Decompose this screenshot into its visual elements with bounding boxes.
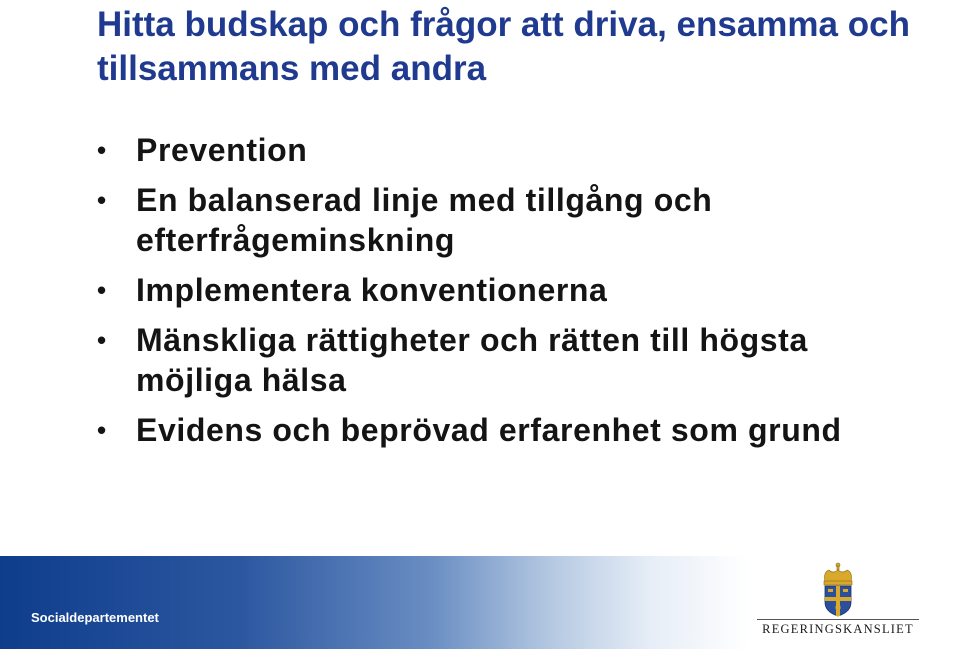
bullet-dot-icon: •: [97, 415, 107, 445]
government-logo: [757, 562, 919, 644]
logo-wordmark: REGERINGSKANSLIET: [762, 622, 914, 636]
slide-title: Hitta budskap och frågor att driva, ensamma och tillsammans med andra: [97, 5, 910, 88]
bullet-text: Prevention: [136, 132, 308, 168]
bullet-dot-icon: •: [97, 135, 107, 165]
bullet-item-human-rights: [97, 320, 917, 400]
bullet-text: Evidens och beprövad erfarenhet som grund: [136, 412, 842, 448]
bullet-text: Implementera konventionerna: [136, 272, 608, 308]
bullet-dot-icon: •: [97, 185, 107, 215]
bullet-item-conventions: [97, 270, 917, 310]
footer-band: [0, 556, 960, 649]
department-label: Socialdepartementet: [31, 610, 159, 625]
bullet-item-evidence: [97, 410, 917, 450]
bullet-dot-icon: •: [97, 275, 107, 305]
bullet-list: [97, 130, 917, 460]
crown-crest-icon: [757, 562, 919, 618]
bullet-dot-icon: •: [97, 325, 107, 355]
bullet-text: Mänskliga rättigheter och rätten till högsta möjliga hälsa: [136, 322, 808, 398]
bullet-item-prevention: [97, 130, 917, 170]
bullet-item-balance: [97, 180, 917, 260]
logo-divider: [757, 619, 919, 620]
bullet-text: En balanserad linje med tillgång och efterfrågeminskning: [136, 182, 713, 258]
